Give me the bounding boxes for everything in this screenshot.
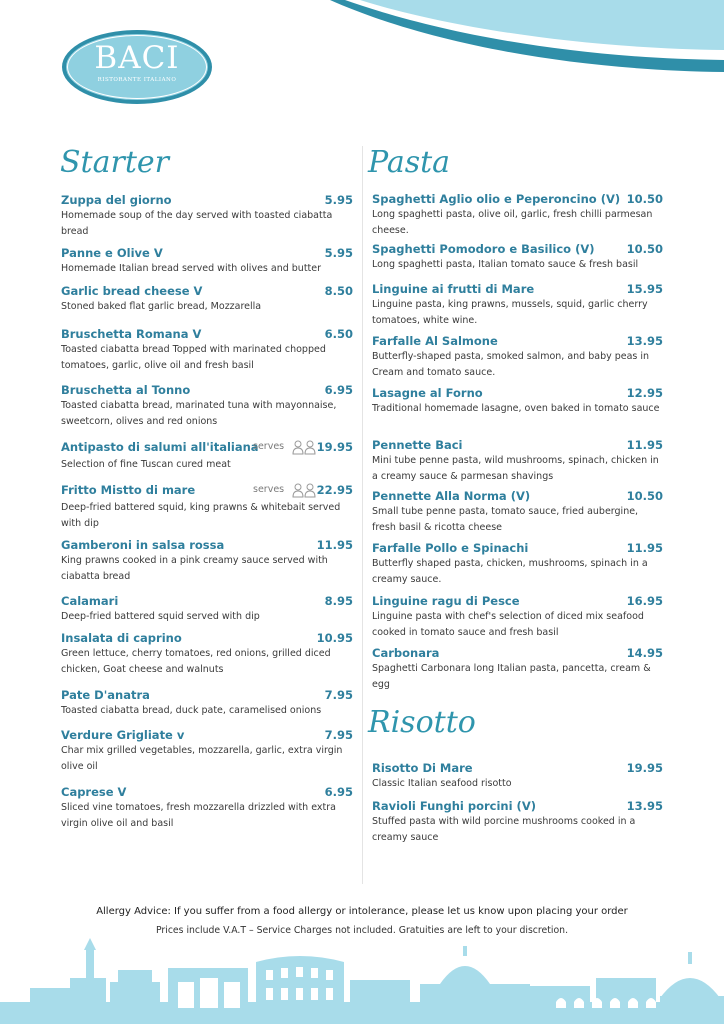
item-name: Lasagne al Forno	[372, 386, 483, 400]
item-description: Green lettuce, cherry tomatoes, red onions, grilled diced chicken, Goat cheese and walnuts	[61, 648, 331, 675]
item-price: 13.95	[626, 799, 663, 813]
column-divider	[362, 146, 363, 884]
item-description: Small tube penne pasta, tomato sauce, fried aubergine, fresh basil & ricotta cheese	[372, 506, 639, 533]
logo-subtitle: RISTORANTE ITALIANO	[97, 77, 177, 83]
item-description: Butterfly shaped pasta, chicken, mushrooms, spinach in a creamy sauce.	[372, 558, 648, 585]
item-description: Classic Italian seafood risotto	[372, 778, 512, 789]
item-name: Pennette Baci	[372, 438, 463, 452]
menu-item	[61, 482, 353, 531]
item-name: Linguine ragu di Pesce	[372, 594, 520, 608]
menu-item	[372, 333, 663, 380]
people-icon	[291, 482, 317, 498]
menu-item	[372, 798, 663, 845]
item-description: Stoned baked flat garlic bread, Mozzarella	[61, 301, 262, 312]
item-name: Pate D'anatra	[61, 688, 150, 702]
item-price: 11.95	[626, 541, 663, 555]
item-price: 22.95	[316, 483, 353, 497]
item-price: 19.95	[316, 440, 353, 454]
item-description: Long spaghetti pasta, olive oil, garlic, fresh chilli parmesan cheese.	[372, 209, 653, 236]
item-name: Gamberoni in salsa rossa	[61, 538, 225, 552]
menu-item	[372, 488, 663, 535]
item-price: 13.95	[626, 334, 663, 348]
allergy-advice: Allergy Advice: If you suffer from a food allergy or intolerance, please let us know upon placing your order	[96, 906, 628, 917]
people-icon	[291, 439, 317, 455]
item-name: Ravioli Funghi porcini (V)	[372, 799, 536, 813]
item-name: Verdure Grigliate v	[61, 728, 185, 742]
item-description: King prawns cooked in a pink creamy sauce served with ciabatta bread	[61, 555, 328, 582]
risotto-title: Risotto	[368, 705, 476, 740]
item-price: 8.95	[324, 594, 353, 608]
menu-item	[61, 192, 353, 239]
menu-item	[372, 191, 663, 238]
menu-item	[61, 245, 353, 277]
item-name: Calamari	[61, 594, 119, 608]
item-name: Carbonara	[372, 646, 440, 660]
item-name: Zuppa del giorno	[61, 193, 172, 207]
item-price: 7.95	[324, 728, 353, 742]
item-name: Spaghetti Pomodoro e Basilico (V)	[372, 242, 595, 256]
item-description: Homemade soup of the day served with toasted ciabatta bread	[61, 210, 333, 237]
menu-item	[61, 439, 353, 473]
item-name: Insalata di caprino	[61, 631, 182, 645]
item-price: 19.95	[626, 761, 663, 775]
item-price: 6.95	[324, 383, 353, 397]
item-description: Char mix grilled vegetables, mozzarella, garlic, extra virgin olive oil	[61, 745, 343, 772]
restaurant-logo	[62, 30, 212, 104]
item-price: 11.95	[626, 438, 663, 452]
item-description: Linguine pasta, king prawns, mussels, squid, garlic cherry tomatoes, white wine.	[372, 299, 648, 326]
item-price: 14.95	[626, 646, 663, 660]
price-notice: Prices include V.A.T – Service Charges not included. Gratuities are left to your discretion.	[155, 925, 569, 936]
item-description: Homemade Italian bread served with olives and butter	[61, 263, 322, 274]
item-price: 15.95	[626, 282, 663, 296]
item-price: 10.50	[626, 242, 663, 256]
item-description: Long spaghetti pasta, Italian tomato sauce & fresh basil	[372, 259, 639, 270]
item-name: Pennette Alla Norma (V)	[372, 489, 531, 503]
item-price: 10.95	[316, 631, 353, 645]
item-description: Deep-fried battered squid served with dip	[61, 611, 260, 622]
item-description: Traditional homemade lasagne, oven baked in tomato sauce	[372, 403, 660, 414]
menu-item	[61, 382, 353, 429]
item-price: 7.95	[324, 688, 353, 702]
item-price: 6.50	[324, 327, 353, 341]
menu-item	[372, 593, 663, 640]
menu-item	[372, 760, 663, 792]
item-price: 6.95	[324, 785, 353, 799]
pasta-title: Pasta	[368, 145, 451, 180]
serves-label: serves	[253, 484, 285, 495]
item-name: Bruschetta Romana V	[61, 327, 202, 341]
rome-skyline-illustration	[0, 938, 724, 1024]
menu-item	[61, 630, 353, 677]
item-price: 11.95	[316, 538, 353, 552]
item-price: 10.50	[626, 489, 663, 503]
item-name: Bruschetta al Tonno	[61, 383, 191, 397]
item-description: Spaghetti Carbonara long Italian pasta, pancetta, cream & egg	[372, 663, 651, 690]
item-description: Linguine pasta with chef's selection of diced mix seafood cooked in tomato sauce and fresh basil	[372, 611, 644, 638]
item-name: Antipasto di salumi all'italiana	[61, 440, 259, 454]
serves-label: serves	[253, 441, 285, 452]
item-description: Toasted ciabatta bread, duck pate, caramelised onions	[61, 705, 322, 716]
item-name: Farfalle Al Salmone	[372, 334, 498, 348]
menu-item	[61, 283, 353, 315]
item-name: Panne e Olive V	[61, 246, 163, 260]
menu-item	[372, 281, 663, 328]
item-name: Farfalle Pollo e Spinachi	[372, 541, 529, 555]
item-description: Toasted ciabatta bread, marinated tuna with mayonnaise, sweetcorn, olives and red onions	[61, 400, 337, 427]
menu-item	[61, 687, 353, 719]
item-description: Mini tube penne pasta, wild mushrooms, spinach, chicken in a creamy sauce & parmesan shavings	[372, 455, 659, 482]
item-name: Fritto Mistto di mare	[61, 483, 196, 497]
menu-item	[372, 385, 663, 417]
logo-name: BACI	[94, 40, 180, 76]
menu-item	[61, 537, 353, 584]
item-description: Stuffed pasta with wild porcine mushrooms cooked in a creamy sauce	[372, 816, 636, 843]
starter-title: Starter	[60, 145, 169, 180]
menu-item	[61, 593, 353, 625]
item-description: Sliced vine tomatoes, fresh mozzarella drizzled with extra virgin olive oil and basil	[61, 802, 336, 829]
item-price: 16.95	[626, 594, 663, 608]
menu-item	[372, 241, 663, 273]
item-name: Spaghetti Aglio olio e Peperoncino (V)	[372, 192, 621, 206]
menu-item	[61, 326, 353, 373]
item-name: Risotto Di Mare	[372, 761, 473, 775]
item-description: Selection of fine Tuscan cured meat	[61, 459, 231, 470]
item-name: Garlic bread cheese V	[61, 284, 203, 298]
menu-item	[61, 727, 353, 774]
menu-item	[372, 645, 663, 692]
item-description: Butterfly-shaped pasta, smoked salmon, and baby peas in Cream and tomato sauce.	[372, 351, 650, 378]
item-description: Deep-fried battered squid, king prawns & whitebait served with dip	[61, 502, 341, 529]
item-name: Linguine ai frutti di Mare	[372, 282, 535, 296]
menu-item	[372, 437, 663, 484]
item-price: 12.95	[626, 386, 663, 400]
item-name: Caprese V	[61, 785, 127, 799]
menu-item	[372, 540, 663, 587]
item-price: 5.95	[324, 246, 353, 260]
item-price: 8.50	[324, 284, 353, 298]
item-price: 5.95	[324, 193, 353, 207]
item-price: 10.50	[626, 192, 663, 206]
item-description: Toasted ciabatta bread Topped with marinated chopped tomatoes, garlic, olive oil and fresh basil	[61, 344, 326, 371]
menu-item	[61, 784, 353, 831]
